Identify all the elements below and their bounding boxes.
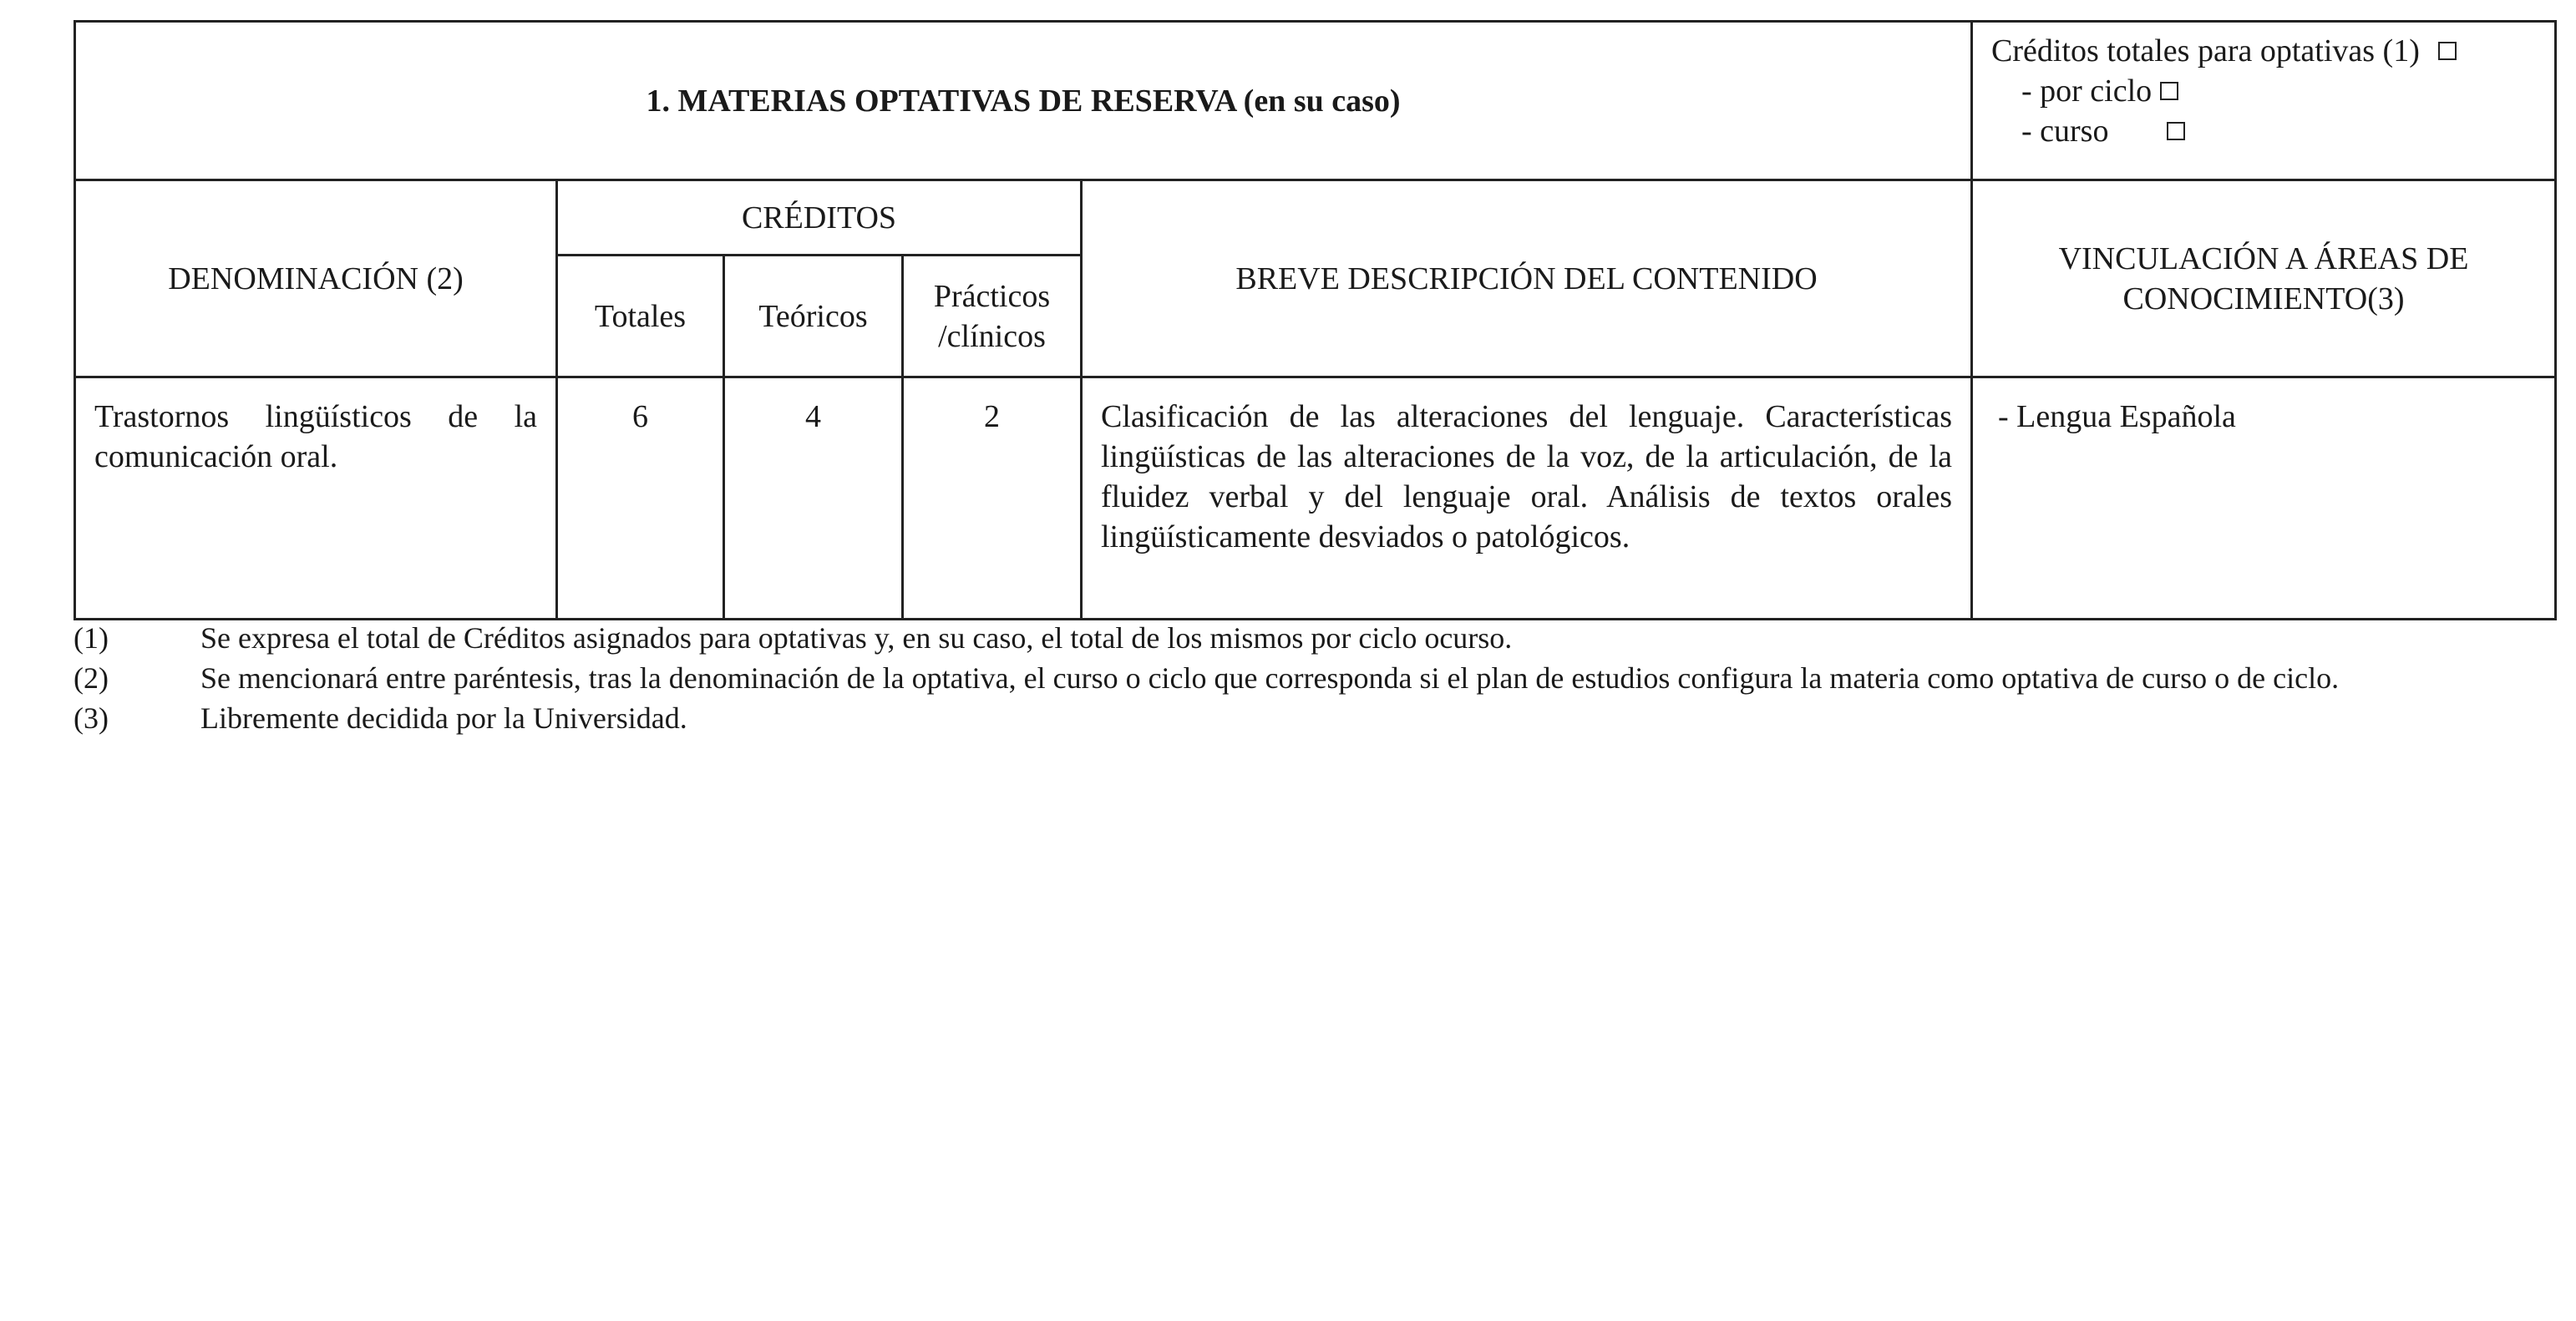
header-teoricos: Teóricos <box>724 256 903 377</box>
credits-per-course-row <box>1991 111 2536 151</box>
cell-teoricos: 4 <box>724 377 903 620</box>
footnotes <box>74 618 2571 738</box>
per-cycle-checkbox[interactable] <box>2160 82 2178 100</box>
per-course-label: - curso <box>2021 114 2109 149</box>
header-descripcion: BREVE DESCRIPCIÓN DEL CONTENIDO <box>1082 180 1972 377</box>
footnote-text: Se expresa el total de Créditos asignados para optativas y, en su caso, el total de los mismos por ciclo ocurso. <box>200 621 1513 655</box>
footnote-2 <box>74 658 2571 698</box>
credits-total-checkbox[interactable] <box>2438 42 2457 60</box>
per-cycle-label: - por ciclo <box>2021 73 2153 109</box>
footnote-3 <box>74 698 2571 738</box>
footnote-mark: (2) <box>74 661 109 695</box>
optional-subjects-table <box>74 20 2557 620</box>
header-denominacion: DENOMINACIÓN (2) <box>75 180 557 377</box>
cell-descripcion: Clasificación de las alteraciones del lenguaje. Características lingüísticas de las alteraciones de la voz, de la articulación, de la fluidez verbal y del lenguaje oral. Análisis de textos orales lingüísticamente desviados o patológicos. <box>1082 377 1972 620</box>
footnote-mark: (1) <box>74 621 109 655</box>
cell-denominacion: Trastornos lingüísticos de la comunicación oral. <box>75 377 557 620</box>
header-totales: Totales <box>557 256 724 377</box>
footnote-text: Se mencionará entre paréntesis, tras la denominación de la optativa, el curso o ciclo que corresponda si el plan de estudios configura la materia como optativa de curso o de ciclo. <box>200 661 2340 695</box>
footnote-text: Libremente decidida por la Universidad. <box>200 701 687 735</box>
credits-total-row <box>1991 31 2536 71</box>
cell-vinculacion: - Lengua Española <box>1972 377 2556 620</box>
cell-practicos: 2 <box>903 377 1082 620</box>
header-creditos: CRÉDITOS <box>557 180 1082 256</box>
header-practicos: Prácticos /clínicos <box>903 256 1082 377</box>
section-title: 1. MATERIAS OPTATIVAS DE RESERVA (en su caso) <box>75 22 1972 180</box>
footnote-1 <box>74 618 2571 658</box>
footnote-mark: (3) <box>74 701 109 735</box>
header-vinculacion: VINCULACIÓN A ÁREAS DE CONOCIMIENTO(3) <box>1972 180 2556 377</box>
per-course-checkbox[interactable] <box>2167 122 2185 140</box>
total-credits-box <box>1972 22 2556 180</box>
credits-per-cycle-row <box>1991 71 2536 111</box>
cell-totales: 6 <box>557 377 724 620</box>
table-row <box>75 377 2556 620</box>
credits-total-label: Créditos totales para optativas (1) <box>1991 33 2420 68</box>
